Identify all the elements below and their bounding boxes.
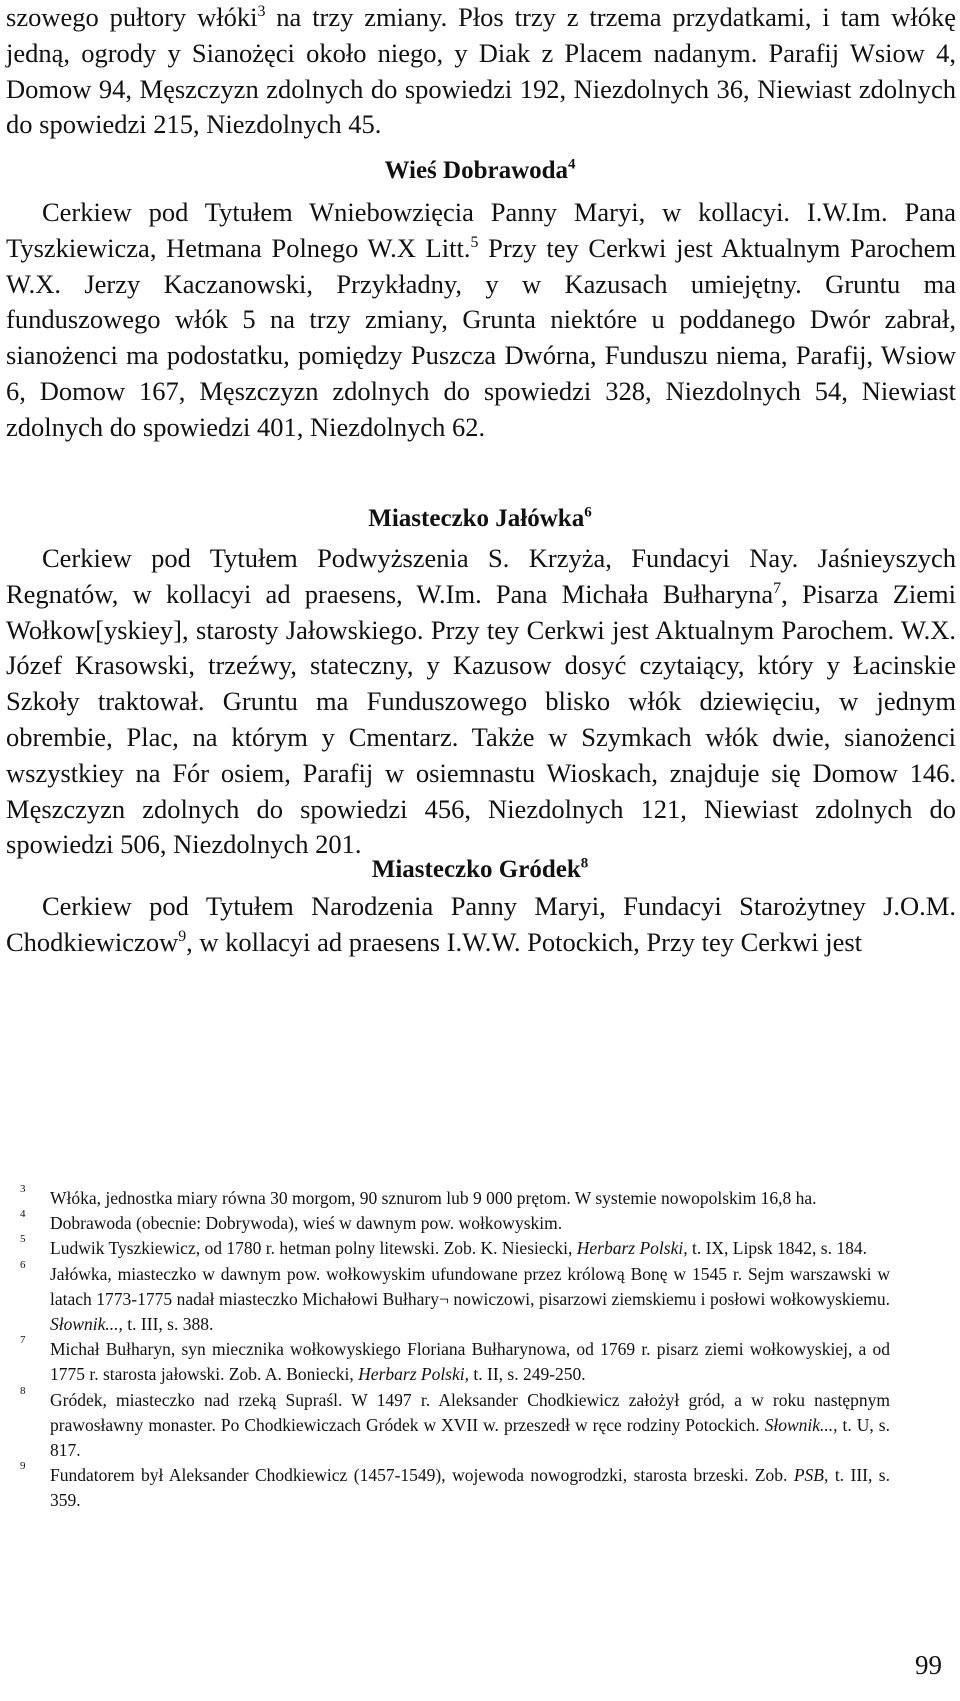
paragraph-jalowka <box>6 541 956 863</box>
page-number: 99 <box>915 1650 942 1680</box>
footnote-text-end: t. II, s. 249-250. <box>469 1364 586 1385</box>
paragraph-grodek <box>6 889 956 961</box>
footnote-title: Słownik..., <box>764 1414 838 1435</box>
footnote-number: 7 <box>20 1334 26 1347</box>
footnote-text: Jałówka, miasteczko w dawnym pow. wołkowyskim ufundowane przez królową Bonę w 1545 r. Sejm warszawski w latach 1773-1775 nadał miasteczko Michałowi Bułhary¬ nowiczowi, pisarzowi ziemskiemu i posłowi wołkowyskiemu. <box>50 1263 890 1309</box>
footnote-text: Gródek, miasteczko nad rzeką Supraśl. W 1497 r. Aleksander Chodkiewicz założył gród, a w roku następnym prawosławny monaster. Po Chodkiewiczach Gródek w XVII w. przeszedł w ręce rodziny Potockich. <box>50 1389 890 1435</box>
footnote-text: Fundatorem był Aleksander Chodkiewicz (1457-1549), wojewoda nowogrodzki, starosta brzeski. Zob. <box>50 1465 794 1486</box>
footnote-text-end: t. III, s. 388. <box>122 1314 214 1335</box>
footnote-title: Herbarz Polski, <box>576 1238 688 1259</box>
footnote-ref-9: 9 <box>178 927 187 945</box>
paragraph-text-b: , w kollacyi ad praesens I.W.W. Potockich, Przy tey Cerkwi jest <box>186 926 863 957</box>
heading-text: Miasteczko Jałówka <box>368 505 585 532</box>
section-heading-grodek <box>0 855 960 885</box>
footnote-8 <box>20 1384 890 1464</box>
footnote-title: PSB, <box>793 1465 829 1486</box>
footnote-text-end: t. U, s. 817. <box>50 1414 890 1461</box>
section-heading-dobrawoda <box>0 156 960 186</box>
footnote-number: 3 <box>20 1183 26 1195</box>
paragraph-text-b: Przy tey Cerkwi jest Aktualnym Parochem W.X. Jerzy Kaczanowski, Przykładny, y w Kazusach umiejętny. Gruntu ma funduszowego włók 5 na trzy zmiany, Grunta niektóre u poddanego Dwór zabrał, sianożenci ma podostatku, pomiędzy Puszcza Dwórna, Funduszu niema, Parafij, Wsiow 6, Domow 167, Męszczyzn zdolnych do spowiedzi 328, Niezdolnych 54, Niewiast zdolnych do spowiedzi 401, Niezdolnych 62. <box>6 232 956 442</box>
footnote-6 <box>20 1258 890 1338</box>
heading-text: Wieś Dobrawoda <box>384 157 569 184</box>
top-text: szowego pułtory włóki <box>6 2 258 32</box>
footnote-text: Dobrawoda (obecnie: Dobrywoda), wieś w dawnym pow. wołkowyskim. <box>50 1213 563 1234</box>
footnote-7 <box>20 1334 890 1387</box>
footnote-text: Ludwik Tyszkiewicz, od 1780 r. hetman polny litewski. Zob. K. Niesiecki, <box>50 1238 577 1259</box>
footnote-ref-5: 5 <box>470 233 479 251</box>
footnote-number: 4 <box>20 1208 26 1221</box>
paragraph-text-a: Cerkiew pod Tytułem Wniebowzięcia Panny Maryi, w kollacyi. I.W.Im. Pana Tyszkiewicza, Hetmana Polnego W.X Litt. <box>6 197 956 263</box>
footnote-title: Herbarz Polski, <box>358 1364 469 1385</box>
footnote-4 <box>20 1208 890 1236</box>
footnote-ref-7: 7 <box>773 579 782 597</box>
section-heading-jalowka <box>0 504 960 534</box>
footnote-ref-6: 6 <box>584 504 592 521</box>
footnote-number: 9 <box>20 1460 26 1473</box>
paragraph-text-b: , Pisarza Ziemi Wołkow[yskiey], starosty Jałowskiego. Przy tey Cerkwi jest Aktualnym Parochem. W.X. Józef Krasowski, trzeźwy, stateczny, y Kazusow dosyć czytaiący, który y Łacinskie Szkoły traktował. Gruntu ma Funduszowego blisko włók dziewięciu, w jednym obrembie, Plac, na którym y Cmentarz. Także w Szymkach włók dwie, sianożenci wszystkiey na Fór osiem, Parafij w osiemnastu Wioskach, znajduje się Domow 146. Męszczyzn zdolnych do spowiedzi 456, Niezdolnych 121, Niewiast zdolnych do spowiedzi 506, Niezdolnych 201. <box>6 578 956 860</box>
footnote-ref-3: 3 <box>257 3 266 21</box>
footnote-title: Słownik..., <box>50 1314 123 1335</box>
footnote-5 <box>20 1233 890 1261</box>
paragraph-text-a: Cerkiew pod Tytułem Podwyższenia S. Krzyża, Fundacyi Nay. Jaśnieyszych Regnatów, w kollacyi ad praesens, W.Im. Pana Michała Bułharyna <box>6 543 956 609</box>
footnote-text: Włóka, jednostka miary równa 30 morgom, 90 sznurom lub 9 000 prętom. W systemie nowopolskim 16,8 ha. <box>50 1188 817 1208</box>
footnote-number: 5 <box>20 1233 26 1246</box>
footnote-3 <box>20 1183 890 1211</box>
footnote-text: Michał Bułharyn, syn miecznika wołkowyskiego Floriana Bułharynowa, od 1769 r. pisarz ziemi wołkowyskiej, a od 1775 r. starosta jałowski. Zob. A. Boniecki, <box>50 1339 890 1385</box>
footnotes <box>20 1183 890 1514</box>
footnote-9 <box>20 1460 890 1513</box>
heading-text: Miasteczko Gródek <box>371 856 581 883</box>
top-paragraph <box>6 0 956 143</box>
footnote-text-end: t. III, s. 359. <box>50 1465 890 1511</box>
footnote-text-end: t. IX, Lipsk 1842, s. 184. <box>687 1238 867 1259</box>
paragraph-text-a: Cerkiew pod Tytułem Narodzenia Panny Maryi, Fundacyi Starożytney J.O.M. Chodkiewiczow <box>6 891 956 957</box>
footnote-ref-4: 4 <box>568 156 576 173</box>
footnote-ref-8: 8 <box>580 855 589 872</box>
top-text-rest: na trzy zmiany. Płos trzy z trzema przydatkami, i tam włókę jedną, ogrody y Sianożęci około niego, y Diak z Placem nadanym. Parafij Wsiow 4, Domow 94, Męszczyzn zdolnych do spowiedzi 192, Niezdolnych 36, Niewiast zdolnych do spowiedzi 215, Niezdolnych 45. <box>6 2 956 140</box>
footnote-number: 8 <box>20 1384 26 1397</box>
paragraph-dobrawoda <box>6 195 956 446</box>
footnote-number: 6 <box>20 1258 26 1271</box>
